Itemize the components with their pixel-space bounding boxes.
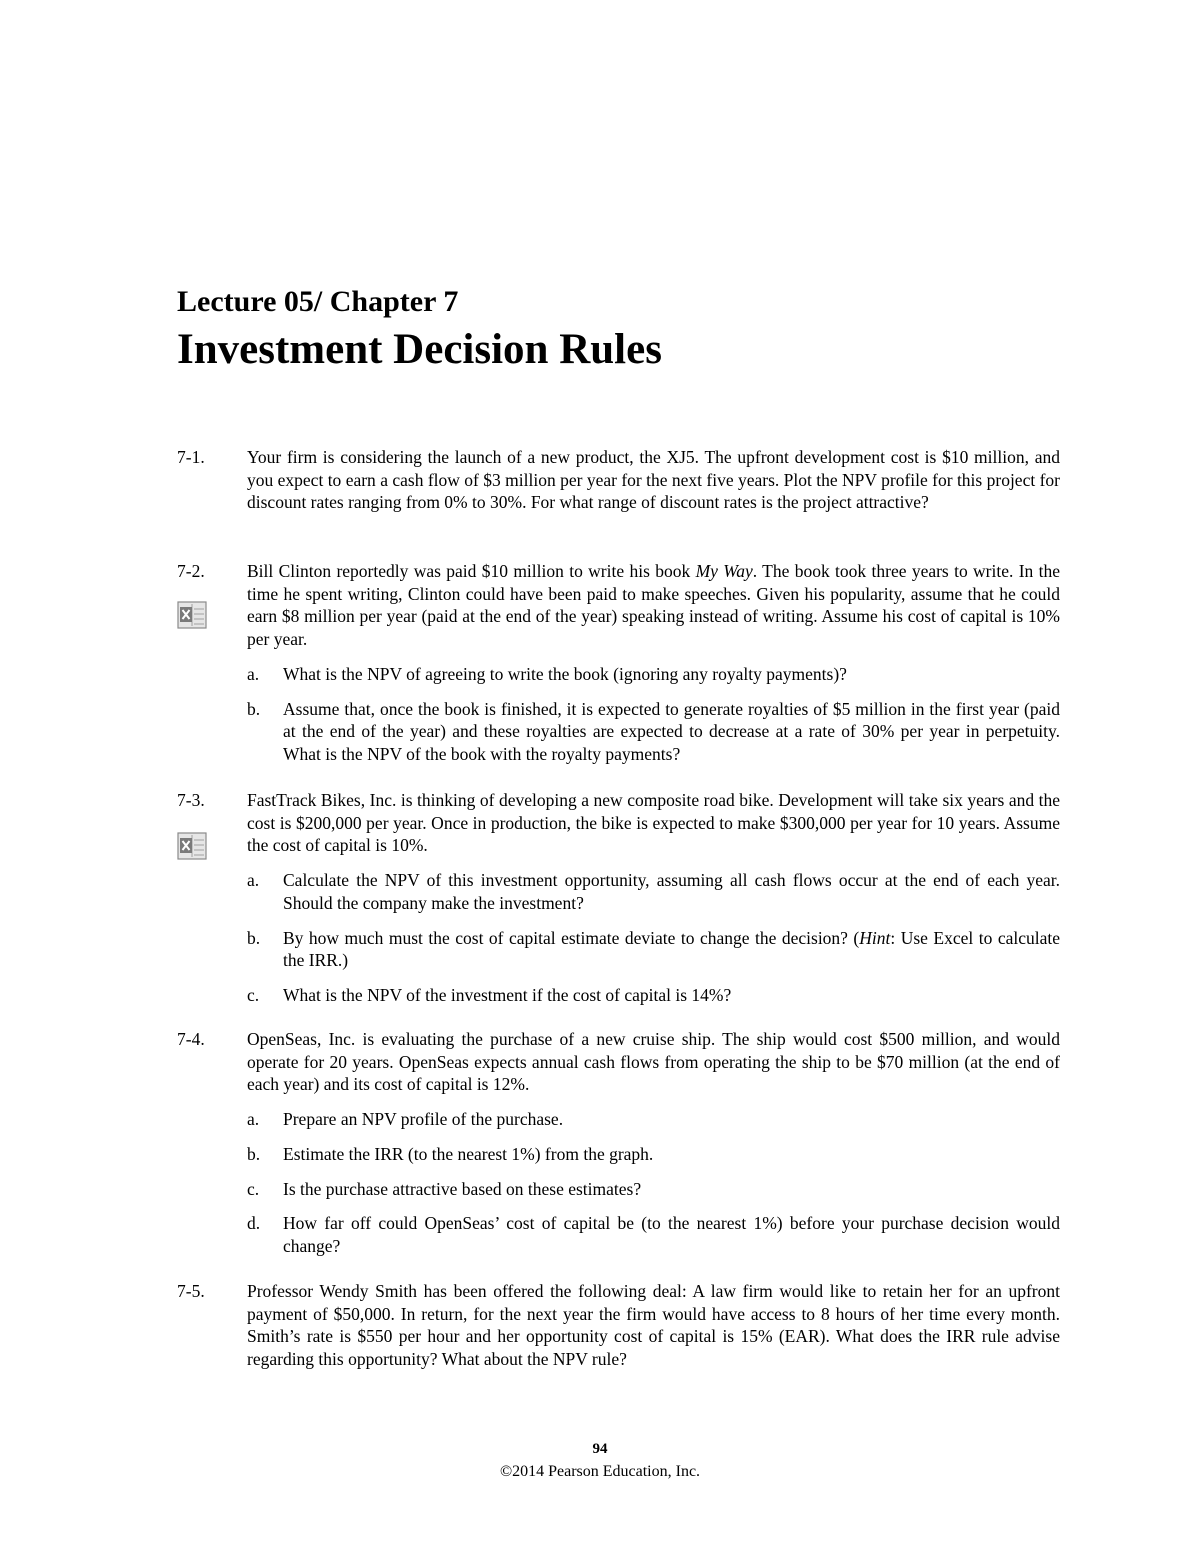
sub-question-letter: b. [247,927,261,948]
problem-number: 7-4. [177,1029,205,1049]
problem-text: OpenSeas, Inc. is evaluating the purchase of a new cruise ship. The ship would cost $500 million, and would operate for 20 years. OpenSeas expects annual cash flows from operating the ship to be $70 million (at the end of each year) and its cost of capital is 12%. [247,1029,1060,1095]
sub-question-a [247,869,1060,914]
sub-question-letter: a. [247,1109,260,1130]
sub-question-letter: d. [247,1213,261,1234]
problem-7-4 [177,1028,1060,1258]
sub-question-letter: a. [247,870,260,891]
problem-7-5 [177,1280,1060,1371]
problem-text-end: . The book took three years to write. In the time he spent writing, Clinton could have been paid to make speeches. Given his popularity, assume that he could earn $8 million per year (paid at the end of the year) speaking instead of writing. Assume his cost of capital is 10% per year. [247,561,1061,650]
sub-question-b [247,698,1060,766]
sub-question-b [247,1143,1060,1166]
sub-question-text: How far off could OpenSeas’ cost of capital be (to the nearest 1%) before your purchase decision would change? [283,1213,1060,1256]
lecture-heading: Lecture 05/ Chapter 7 [177,285,459,318]
sub-question-a [247,1108,1060,1131]
sub-question-text: Calculate the NPV of this investment opportunity, assuming all cash flows occur at the end of each year. Should the company make the investment? [283,870,1060,913]
problem-text: Professor Wendy Smith has been offered the following deal: A law firm would like to retain her for an upfront payment of $50,000. In return, for the next year the firm would have access to 8 hours of her time every month. Smith’s rate is $550 per hour and her opportunity cost of capital is 15% (EAR). What does the IRR rule advise regarding this opportunity? What about the NPV rule? [247,1281,1060,1370]
sub-question-text: What is the NPV of agreeing to write the book (ignoring any royalty payments)? [283,663,847,684]
problem-text: Your firm is considering the launch of a new product, the XJ5. The upfront development cost is $10 million, and you expect to earn a cash flow of $3 million per year for the next five years. Plot the NPV profile for this project for discount rates ranging from 0% to 30%. For what range of discount rates is the project attractive? [247,447,1060,513]
sub-question-text: Assume that, once the book is finished, it is expected to generate royalties of $5 million in the first year (paid at the end of the year) and these royalties are expected to decrease at a rate of 30% per year in perpetuity. What is the NPV of the book with the royalty payments? [283,698,1060,764]
sub-question-letter: b. [247,1143,261,1164]
sub-question-text: What is the NPV of the investment if the cost of capital is 14%? [283,984,732,1005]
sub-question-text: Estimate the IRR (to the nearest 1%) from the graph. [283,1143,654,1164]
problem-7-1 [177,446,1060,514]
sub-question-letter: a. [247,663,260,684]
problem-7-3 [177,789,1060,1007]
sub-question-text: Prepare an NPV profile of the purchase. [283,1109,564,1130]
excel-icon [175,829,209,863]
page-number: 94 [592,1441,608,1457]
sub-question-text: Is the purchase attractive based on these estimates? [283,1178,642,1199]
book-title: My Way [695,561,753,581]
problem-number: 7-1. [177,447,205,467]
problem-number: 7-5. [177,1281,205,1301]
sub-question-text [283,927,1060,972]
problem-text [247,560,1060,651]
hint-label: Hint [859,927,891,948]
sub-question-text-end: : Use Excel to calculate the IRR.) [283,927,1060,971]
sub-question-a [247,663,1060,686]
sub-question-b [247,927,1060,972]
sub-question-text-start: By how much must the cost of capital estimate deviate to change the decision? ( [283,927,860,948]
problem-text: FastTrack Bikes, Inc. is thinking of developing a new composite road bike. Development will take six years and the cost is $200,000 per year. Once in production, the bike is expected to make $300,000 per year for 10 years. Assume the cost of capital is 10%. [247,790,1060,856]
sub-question-letter: c. [247,984,260,1005]
copyright-notice: ©2014 Pearson Education, Inc. [499,1463,701,1480]
sub-question-d [247,1212,1060,1257]
sub-question-c [247,1178,1060,1201]
sub-question-letter: c. [247,1178,260,1199]
excel-icon [175,598,209,632]
problem-text-start: Bill Clinton reportedly was paid $10 million to write his book [247,561,696,581]
sub-question-letter: b. [247,698,261,719]
problem-number: 7-2. [177,561,205,581]
problem-number: 7-3. [177,790,205,810]
chapter-title: Investment Decision Rules [177,326,662,373]
sub-question-c [247,984,1060,1007]
problem-7-2 [177,560,1060,766]
